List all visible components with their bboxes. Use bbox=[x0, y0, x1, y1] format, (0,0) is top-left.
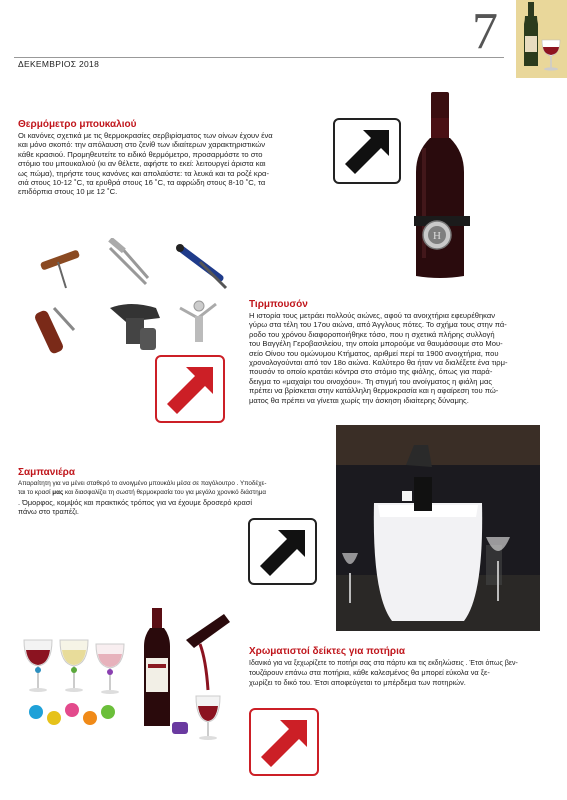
text-line: πουσόν το οποίο κρατάει κόντρα στο στόμιο της φιάλης, όπως για παρά- bbox=[249, 367, 493, 377]
text-line: πρέπει να βρίσκεται στην κατάλληλη θερμοκρασία και η αφαίρεση του πώ- bbox=[249, 386, 499, 396]
text-fragment: και διασφαλίζει τη σωστή θερμοκρασία του για μεγάλο χρονικό διάστημα bbox=[63, 489, 267, 497]
arrow-box-1[interactable] bbox=[333, 118, 401, 184]
text-line: σείο Οίνου του ομώνυμου Κτήματος, αριθμεί περί τα 1900 ανοιχτήρια, που bbox=[249, 348, 499, 358]
text-line: στόμιο του μπουκαλιού (κι αν θέλετε, αφήστε το εκεί: λειτουργεί άριστα και bbox=[18, 159, 266, 169]
champagne-bucket-text bbox=[18, 479, 333, 517]
text-line: χωρίζει το δικό του. Έτσι αποφεύγεται το μπέρδεμα των ποτηριών. bbox=[249, 677, 466, 687]
text-line: Ιδανικό για να ξεχωρίζετε το ποτήρι σας στα πάρτυ και τις εκδηλώσεις . Έτσι όπως βεν- bbox=[249, 660, 518, 667]
text-line: τουζάρουν επάνω στα ποτήρια, κάθε καλεσμένος θα μπορεί εύκολα να ξε- bbox=[249, 668, 490, 678]
text-line: και μόνο σκοπό: την απόλαυση στο ζενίθ των ιδιαίτερων χαρακτηριστικών bbox=[18, 140, 266, 150]
glass-markers-photo bbox=[20, 600, 242, 744]
champagne-bucket-photo bbox=[336, 425, 540, 631]
corkscrew-collection-photo bbox=[30, 238, 238, 358]
corkscrew-title: Τιρμπουσόν bbox=[249, 299, 308, 310]
arrow-up-right-icon bbox=[251, 710, 317, 774]
text-line: Η ιστορία τους μετράει πολλούς αιώνες, αφού τα ανοιχτήρια εφευρέθηκαν bbox=[249, 311, 496, 320]
issue-date: ΔΕΚΕΜΒΡΙΟΣ 2018 bbox=[18, 59, 100, 69]
thermometer-text bbox=[18, 131, 338, 197]
page-number: 7 bbox=[472, 3, 498, 60]
thermometer-title: Θερμόμετρο μπουκαλιού bbox=[18, 119, 137, 130]
champagne-bucket-title: Σαμπανιέρα bbox=[18, 467, 75, 478]
text-line: Οι κανόνες σχετικά με τις θερμοκρασίες σερβιρίσματος των οίνων έχουν ένα bbox=[18, 131, 273, 140]
text-line: γύρω στα τέλη του 17ου αιώνα, από Άγγλους πότες. Το σχήμα τους στην πά- bbox=[249, 320, 507, 330]
text-line bbox=[18, 488, 333, 497]
text-fragment: ται το κρασί bbox=[18, 489, 53, 497]
arrow-up-right-icon bbox=[335, 120, 399, 182]
text-line: ματος θα πρέπει να γίνεται χωρίς την άσκηση ιδιαίτερης δύναμης. bbox=[249, 395, 469, 405]
text-line: δειγμα το «μαχαίρι του οινοχόου». Τη στιγμή του ανοίγματος η φιάλη μας bbox=[249, 376, 493, 386]
header-divider bbox=[14, 57, 504, 58]
text-line: κάθε κρασιού. Προμηθευτείτε το ειδικό θερμόμετρο, προσαρμόστε το στο bbox=[18, 149, 263, 159]
text-fragment-bold: μας bbox=[52, 489, 64, 497]
glass-markers-title: Χρωματιστοί δείκτες για ποτήρια bbox=[249, 646, 406, 657]
text-line: . Όμορφος, κομψός και πρακτικός τρόπος για να έχουμε δροσερό κρασί bbox=[18, 497, 252, 507]
text-line: χρονολογούνται από τον 18ο αιώνα. Καλύτερο θα ήταν να διαλέξετε ένα τιρμ- bbox=[249, 358, 508, 368]
text-line: σιά στους 10-12 ˚C, τα ερυθρά στους 16 ˚C, τα αφρώδη στους 8-10 ˚C, τα bbox=[18, 178, 266, 188]
text-line: ως πώμα), τηρήστε τους κανόνες και απολαύστε: τα λευκά και τα ροζέ κρα- bbox=[18, 168, 269, 178]
text-line: του Βαγγέλη Γεροβασιλείου, την οποία μπορούμε να θαυμάσουμε στο Μου- bbox=[249, 339, 503, 349]
header-wine-photo bbox=[516, 0, 567, 78]
wine-bottle-thermometer-photo bbox=[404, 88, 476, 282]
glass-markers-text bbox=[249, 659, 561, 687]
corkscrew-text bbox=[249, 311, 559, 405]
svg-text:H: H bbox=[433, 230, 441, 242]
text-line: πάνω στο τραπέζι. bbox=[18, 507, 79, 517]
arrow-box-2[interactable] bbox=[155, 355, 225, 423]
text-line: Απαραίτητη για να μένει σταθερό το ανοιγμένο μπουκάλι μέσα σε παγόλουτρο . Υποδέχε- bbox=[18, 480, 267, 487]
arrow-box-4[interactable] bbox=[249, 708, 319, 776]
text-line: επιδόρπια στους 10 με 12 ˚C. bbox=[18, 187, 118, 197]
text-line: ροδο του χρόνου διαφοροποιήθηκε τόσο, που η σχετικά πλήρης συλλογή bbox=[249, 329, 495, 339]
arrow-up-right-icon bbox=[250, 520, 315, 583]
arrow-box-3[interactable] bbox=[248, 518, 317, 585]
arrow-up-right-icon bbox=[157, 357, 223, 421]
